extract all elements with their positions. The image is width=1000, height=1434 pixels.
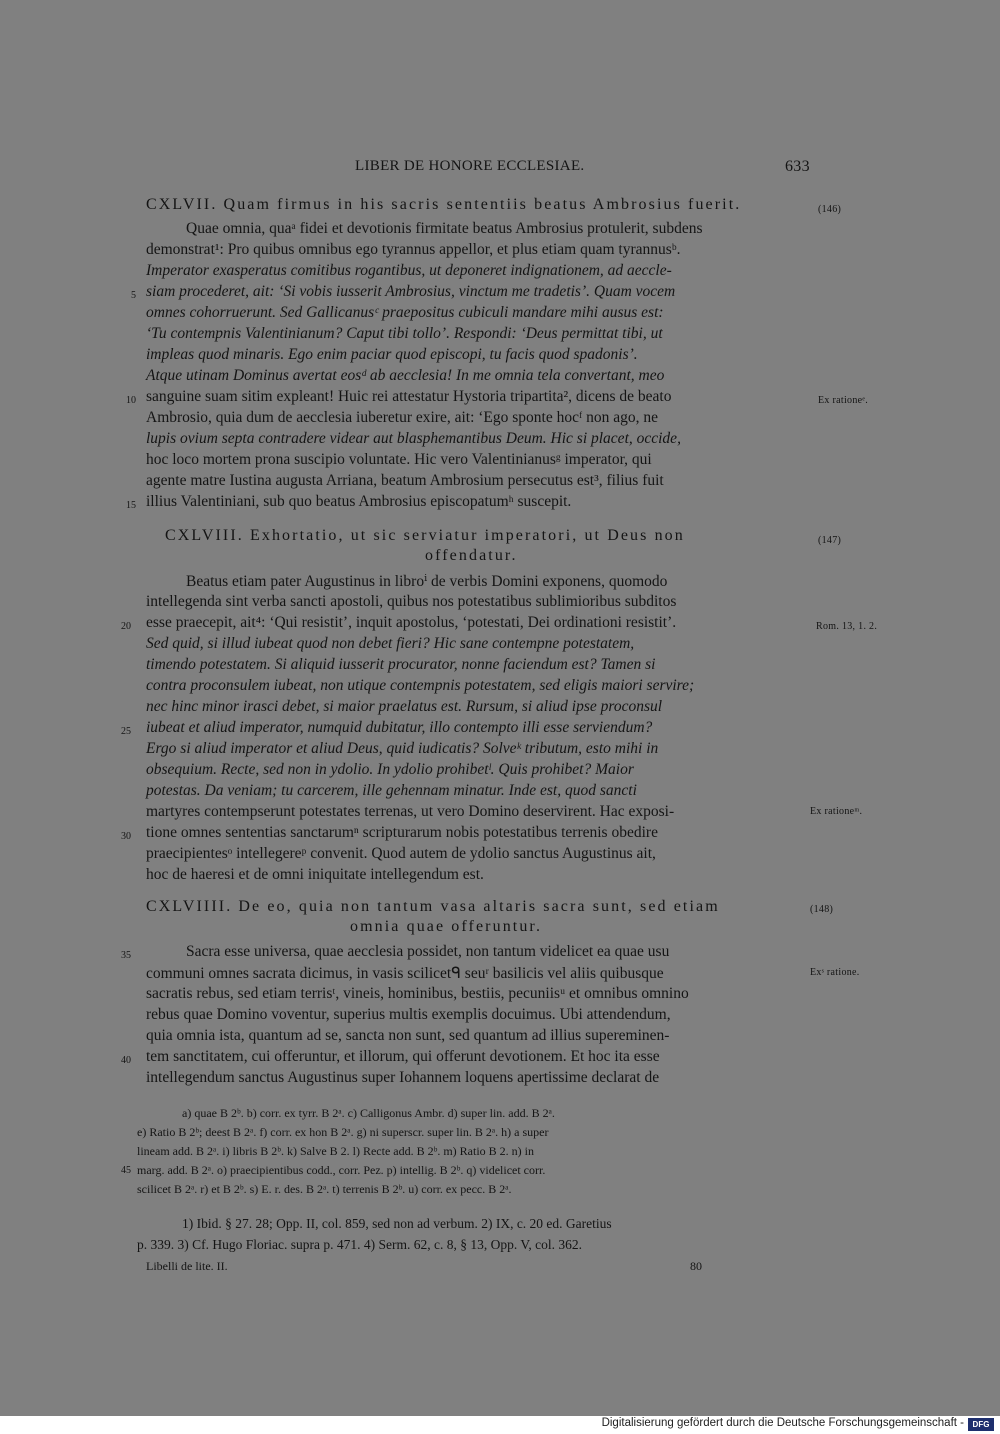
body-line: siam procederet, ait: ‘Si vobis iusserit Ambrosius, vinctum me tradetis’. Quam vocem bbox=[146, 283, 676, 300]
body-line: intellegenda sint verba sancti apostoli, quibus nos potestatibus sublimioribus subditos bbox=[146, 593, 677, 610]
chapter-margin-number: (146) bbox=[818, 204, 842, 215]
body-line: tem sanctitatem, cui offeruntur, et illorum, qui offerunt devotionem. Et hoc ita esse bbox=[146, 1048, 660, 1065]
body-line: quia omnia ista, quantum ad se, sancta non sunt, sed quantum ad illius supereminen- bbox=[146, 1027, 670, 1044]
page-number: 633 bbox=[785, 158, 810, 175]
margin-note: Rom. 13, 1. 2. bbox=[816, 621, 878, 632]
line-number: 20 bbox=[121, 621, 131, 632]
margin-note: Exˢ ratione. bbox=[810, 967, 860, 978]
body-line: obsequium. Recte, sed non in ydolio. In ydolio prohibetˡ. Quis prohibet? Maior bbox=[146, 761, 634, 778]
source-note-line: p. 339. 3) Cf. Hugo Floriac. supra p. 471. 4) Serm. 62, c. 8, § 13, Opp. V, col. 362. bbox=[137, 1237, 582, 1252]
body-line: tione omnes sententias sanctarumⁿ scripturarum nobis potestatibus terrenis obedire bbox=[146, 824, 658, 841]
body-line: timendo potestatem. Si aliquid iusserit procurator, nonne faciendum est? Tamen si bbox=[146, 656, 656, 673]
line-number: 25 bbox=[121, 726, 131, 737]
body-line: Ergo si aliud imperator et aliud Deus, quid iudicatis? Solveᵏ tributum, esto mihi in bbox=[146, 740, 659, 757]
body-line: potestas. Da veniam; tu carcerem, ille gehennam minatur. Inde est, quod sancti bbox=[146, 782, 637, 799]
body-line: omnes cohorruerunt. Sed Gallicanusᶜ praepositus cubiculi mandare mihi ausus est: bbox=[146, 304, 664, 321]
body-line: sacratis rebus, sed etiam terrisᵗ, vineis, hominibus, bestiis, pecuniisᵘ et omnibus omnino bbox=[146, 985, 689, 1002]
body-line: lupis ovium septa contradere videar aut blasphemantibus Deum. Hic si placet, occide, bbox=[146, 430, 681, 447]
margin-note: Ex rationeᵉ. bbox=[818, 395, 869, 406]
signature-left: Libelli de lite. II. bbox=[146, 1259, 228, 1273]
apparatus-line: e) Ratio B 2ᵇ; deest B 2ᵃ. f) corr. ex hon B 2ᵃ. g) ni superscr. super lin. B 2ᵃ. h) a super bbox=[137, 1125, 549, 1139]
body-line: Atque utinam Dominus avertat eosᵈ ab aecclesia! In me omnia tela convertant, meo bbox=[146, 367, 665, 384]
line-number: 5 bbox=[131, 290, 136, 301]
running-head-title: LIBER DE HONORE ECCLESIAE. bbox=[355, 158, 585, 174]
apparatus-line: lineam add. B 2ᵃ. i) libris B 2ᵇ. k) Salve B 2. l) Recte add. B 2ᵇ. m) Ratio B 2. n) in bbox=[137, 1144, 534, 1158]
body-line: contra proconsulem iubeat, non utique contempnis potestatem, sed eligis maiori servire; bbox=[146, 677, 695, 694]
body-line: illius Valentiniani, sub quo beatus Ambrosius episcopatumʰ suscepit. bbox=[146, 493, 572, 510]
chapter-title-149: CXLVIIII. De eo, quia non tantum vasa altaris sacra sunt, sed etiam bbox=[146, 898, 720, 915]
line-number: 45 bbox=[121, 1165, 131, 1176]
source-note-line: 1) Ibid. § 27. 28; Opp. II, col. 859, sed non ad verbum. 2) IX, c. 20 ed. Garetius bbox=[182, 1216, 612, 1231]
line-number: 10 bbox=[126, 395, 136, 406]
body-line: Beatus etiam pater Augustinus in libroⁱ de verbis Domini exponens, quomodo bbox=[186, 573, 668, 590]
body-line: sanguine suam sitim expleant! Huic rei attestatur Hystoria tripartita², dicens de beato bbox=[146, 388, 672, 405]
body-line: Ambrosio, quia dum de aecclesia iuberetur exire, ait: ‘Ego sponte hocᶠ non ago, ne bbox=[146, 409, 658, 426]
body-line: Sed quid, si illud iubeat quod non debet fieri? Hic sane contempne potestatem, bbox=[146, 635, 635, 652]
line-number: 15 bbox=[126, 500, 136, 511]
dfg-logo-icon: DFG bbox=[968, 1418, 994, 1431]
body-line: agente matre Iustina augusta Arriana, beatum Ambrosium persecutus est³, filius fuit bbox=[146, 472, 664, 489]
body-line: ‘Tu contempnis Valentinianum? Caput tibi tollo’. Respondi: ‘Deus permittat tibi, ut bbox=[146, 325, 663, 342]
chapter-title-cont: omnia quae offeruntur. bbox=[350, 918, 543, 935]
body-line: intellegendum sanctus Augustinus super Iohannem loquens apertissime declarat de bbox=[146, 1069, 660, 1086]
apparatus-line: a) quae B 2ᵇ. b) corr. ex tyrr. B 2ᵃ. c) Calligonus Ambr. d) super lin. add. B 2ᵃ. bbox=[182, 1106, 555, 1120]
apparatus-line: marg. add. B 2ᵃ. o) praecipientibus codd., corr. Pez. p) intellig. B 2ᵇ. q) videlicet corr. bbox=[137, 1163, 546, 1177]
body-line: demonstrat¹: Pro quibus omnibus ego tyrannus appellor, et plus etiam quam tyrannusᵇ. bbox=[146, 241, 681, 258]
body-line: Sacra esse universa, quae aecclesia possidet, non tantum videlicet ea quae usu bbox=[186, 943, 670, 960]
body-line: communi omnes sacrata dicimus, in vasis scilicetᑫ seuʳ basilicis vel aliis quibusque bbox=[146, 965, 664, 982]
funding-banner bbox=[0, 1416, 1000, 1434]
chapter-title-147: CXLVII. Quam firmus in his sacris sententiis beatus Ambrosius fuerit. bbox=[146, 196, 742, 213]
apparatus-line: scilicet B 2ᵃ. r) et B 2ᵇ. s) E. r. des. B 2ᵃ. t) terrenis B 2ᵇ. u) corr. ex pecc. B 2ᵃ. bbox=[137, 1182, 512, 1196]
chapter-title-cont: offendatur. bbox=[425, 547, 518, 564]
line-number: 35 bbox=[121, 950, 131, 961]
body-line: hoc loco mortem prona suscipio voluntate. Hic vero Valentinianusᵍ imperator, qui bbox=[146, 451, 652, 468]
margin-note: Ex rationeᵐ. bbox=[810, 806, 863, 817]
body-line: praecipientesᵒ intellegereᵖ convenit. Quod autem de ydolio sanctus Augustinus ait, bbox=[146, 845, 656, 862]
chapter-title-148: CXLVIII. Exhortatio, ut sic serviatur imperatori, ut Deus non bbox=[165, 527, 685, 544]
line-number: 40 bbox=[121, 1055, 131, 1066]
body-line: Imperator exasperatus comitibus rogantibus, ut deponeret indignationem, ad aeccle- bbox=[146, 262, 672, 279]
body-line: iubeat et aliud imperator, numquid dubitatur, illo contempto illi esse serviendum? bbox=[146, 719, 653, 736]
funding-banner-text: Digitalisierung gefördert durch die Deutsche Forschungsgemeinschaft - bbox=[601, 1417, 964, 1429]
body-line: rebus quae Domino voventur, superius multis exemplis docuimus. Ubi attendendum, bbox=[146, 1006, 671, 1023]
body-line: nec hinc minor irasci debet, si maior praelatus est. Rursum, si aliud ipse proconsul bbox=[146, 698, 663, 715]
body-line: impleas quod minaris. Ego enim paciar quod episcopi, tu facis quod spadonis’. bbox=[146, 346, 638, 363]
signature-right: 80 bbox=[690, 1259, 702, 1273]
body-line: esse praecepit, ait⁴: ‘Qui resistit’, inquit apostolus, ‘potestati, Dei ordinationi resistit’. bbox=[146, 614, 677, 631]
line-number: 30 bbox=[121, 831, 131, 842]
chapter-margin-number: (147) bbox=[818, 535, 842, 546]
body-line: Quae omnia, quaᵃ fidei et devotionis firmitate beatus Ambrosius protulerit, subdens bbox=[186, 220, 703, 237]
body-line: hoc de haeresi et de omni iniquitate intellegendum est. bbox=[146, 866, 484, 883]
body-line: martyres contempserunt potestates terrenas, ut vero Domino deservirent. Hac exposi- bbox=[146, 803, 675, 820]
chapter-margin-number: (148) bbox=[810, 904, 834, 915]
